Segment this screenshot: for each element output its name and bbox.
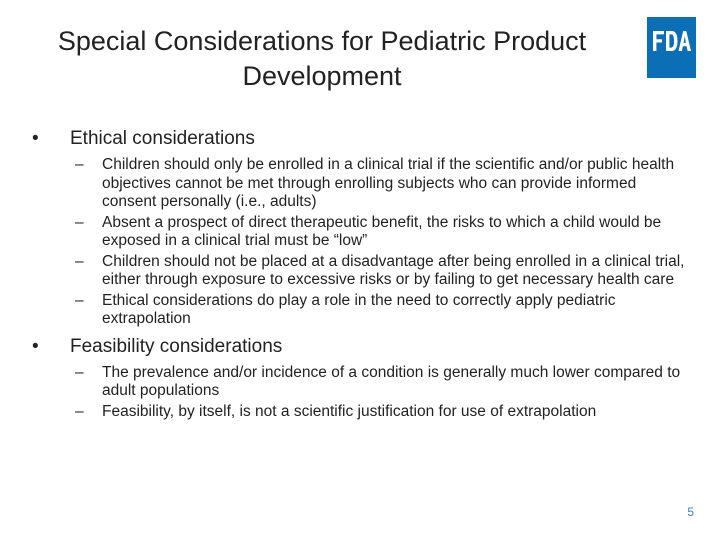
sub-bullet-text: Children should only be enrolled in a clinical trial if the scientific and/or public health objectives cannot be met through enrolling subjects who can provide informed consent personally (i.e., adults) (102, 156, 675, 210)
sub-bullet-item (32, 214, 692, 251)
sub-bullet-item (32, 403, 692, 422)
sub-bullet-text: The prevalence and/or incidence of a condition is generally much lower compared to adult populations (102, 363, 681, 399)
sub-bullet-text: Feasibility, by itself, is not a scientific justification for use of extrapolation (102, 402, 597, 420)
bullet-marker: • (32, 128, 39, 149)
sub-bullet-list (32, 364, 692, 422)
dash-marker: – (75, 156, 84, 173)
slide-body (32, 127, 692, 423)
sub-bullet-list (32, 156, 692, 329)
sub-bullet-item (32, 156, 692, 212)
slide-title: Special Considerations for Pediatric Product Development (57, 26, 587, 91)
bullet-marker: • (32, 335, 39, 357)
section-heading-text: Feasibility considerations (70, 335, 283, 357)
fda-logo (647, 17, 696, 78)
dash-marker: – (75, 252, 84, 270)
sub-bullet-text: Children should not be placed at a disadvantage after being enrolled in a clinical trial, either through exposure to excessive risks or by failing to get necessary health care (102, 252, 685, 288)
dash-marker: – (75, 402, 84, 420)
dash-marker: – (75, 213, 84, 231)
fda-logo-icon (653, 31, 691, 51)
section-heading (32, 335, 692, 359)
sub-bullet-text: Ethical considerations do play a role in the need to correctly apply pediatric extrapolation (102, 291, 616, 327)
sub-bullet-text: Absent a prospect of direct therapeutic benefit, the risks to which a child would be exposed in a clinical trial must be “low” (102, 213, 662, 249)
sub-bullet-item (32, 364, 692, 401)
section-heading-text: Ethical considerations (70, 128, 255, 149)
sub-bullet-item (32, 292, 692, 329)
sub-bullet-item (32, 253, 692, 290)
section-feasibility (32, 335, 692, 422)
dash-marker: – (75, 363, 84, 381)
section-ethical (32, 127, 692, 329)
page-number: 5 (687, 505, 694, 519)
section-heading (32, 127, 692, 151)
dash-marker: – (75, 291, 84, 309)
